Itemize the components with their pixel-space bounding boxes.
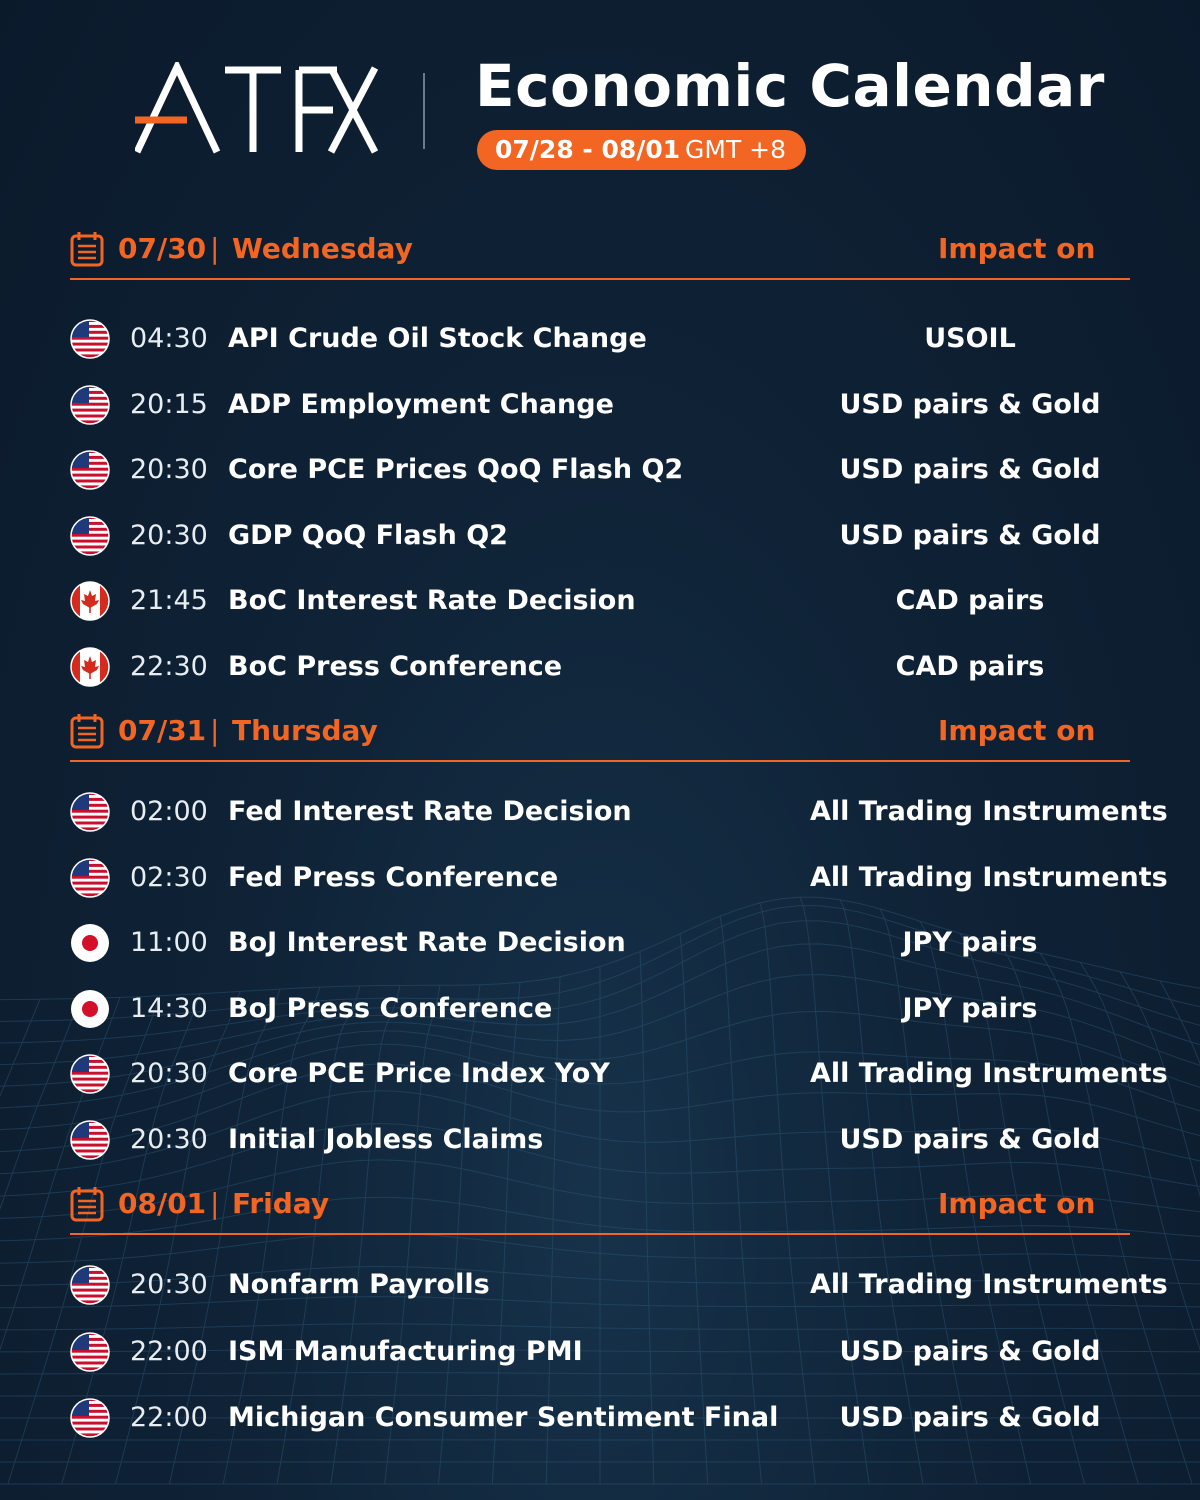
- impact-column-label: Impact on: [938, 714, 1096, 747]
- us-flag-icon: [70, 385, 110, 425]
- event-time: 20:30: [130, 519, 208, 551]
- canada-flag-icon: [70, 647, 110, 687]
- event-name: Nonfarm Payrolls: [228, 1269, 490, 1300]
- event-impact: JPY pairs: [902, 927, 1038, 959]
- atfx-logo: [135, 62, 380, 157]
- event-name: Core PCE Price Index YoY: [228, 1058, 610, 1090]
- day-header-wednesday: [70, 218, 1130, 280]
- date-range: 07/28 - 08/01: [495, 135, 681, 164]
- event-impact: USD pairs & Gold: [839, 388, 1101, 420]
- us-flag-icon: [70, 319, 110, 359]
- us-flag-icon: [70, 792, 110, 832]
- day-date: 07/30: [118, 232, 207, 265]
- us-flag-icon: [70, 1265, 110, 1305]
- event-row: [70, 380, 1132, 430]
- event-impact: USOIL: [924, 323, 1016, 354]
- day-weekday: Thursday: [232, 714, 378, 747]
- event-time: 04:30: [130, 323, 208, 354]
- event-impact: CAD pairs: [895, 651, 1045, 682]
- impact-column-label: Impact on: [938, 232, 1096, 265]
- event-name: BoC Interest Rate Decision: [228, 585, 636, 617]
- event-name: ADP Employment Change: [228, 388, 614, 420]
- event-time: 11:00: [130, 927, 208, 959]
- event-impact: USD pairs & Gold: [839, 1124, 1101, 1155]
- calendar-icon: [70, 1186, 104, 1222]
- us-flag-icon: [70, 1120, 110, 1160]
- japan-flag-icon: [70, 923, 110, 963]
- us-flag-icon: [70, 858, 110, 898]
- event-row: [70, 1115, 1132, 1165]
- event-time: 20:30: [130, 1058, 208, 1090]
- page-title: Economic Calendar: [475, 52, 1105, 120]
- day-separator: |: [210, 714, 220, 747]
- event-name: Michigan Consumer Sentiment Final: [228, 1402, 779, 1433]
- event-impact: JPY pairs: [902, 992, 1038, 1024]
- event-row: [70, 1327, 1132, 1377]
- event-name: GDP QoQ Flash Q2: [228, 519, 508, 551]
- event-row: [70, 918, 1132, 968]
- event-row: [70, 511, 1132, 561]
- event-row: [70, 642, 1132, 692]
- day-separator: |: [210, 1187, 220, 1220]
- event-row: [70, 984, 1132, 1034]
- day-separator: |: [210, 232, 220, 265]
- calendar-icon: [70, 713, 104, 749]
- event-time: 21:45: [130, 585, 208, 617]
- event-time: 02:30: [130, 861, 208, 893]
- event-name: Fed Press Conference: [228, 861, 559, 893]
- event-time: 22:00: [130, 1335, 208, 1367]
- event-name: Initial Jobless Claims: [228, 1124, 544, 1155]
- event-time: 20:30: [130, 454, 208, 486]
- day-date: 07/31: [118, 714, 207, 747]
- event-time: 20:30: [130, 1269, 208, 1300]
- us-flag-icon: [70, 450, 110, 490]
- day-header-thursday: [70, 700, 1130, 762]
- calendar-icon: [70, 231, 104, 267]
- event-row: [70, 1049, 1168, 1099]
- day-header-friday: [70, 1173, 1130, 1235]
- event-impact: All Trading Instruments: [810, 796, 1168, 827]
- event-row: [70, 853, 1168, 903]
- event-time: 14:30: [130, 992, 208, 1024]
- event-name: Core PCE Prices QoQ Flash Q2: [228, 454, 684, 486]
- logo-divider: [423, 73, 425, 149]
- event-row: [70, 1393, 1132, 1443]
- date-range-badge: [477, 130, 806, 170]
- us-flag-icon: [70, 1332, 110, 1372]
- event-name: BoJ Press Conference: [228, 992, 553, 1024]
- event-name: BoJ Interest Rate Decision: [228, 927, 626, 959]
- event-time: 20:30: [130, 1124, 208, 1155]
- event-name: ISM Manufacturing PMI: [228, 1335, 583, 1367]
- day-weekday: Friday: [232, 1187, 330, 1220]
- canada-flag-icon: [70, 581, 110, 621]
- day-weekday: Wednesday: [232, 232, 413, 265]
- event-time: 22:00: [130, 1402, 208, 1433]
- event-impact: USD pairs & Gold: [839, 454, 1101, 486]
- event-impact: All Trading Instruments: [810, 1269, 1168, 1300]
- event-time: 02:00: [130, 796, 208, 827]
- event-impact: USD pairs & Gold: [839, 1402, 1101, 1433]
- timezone: GMT +8: [685, 135, 787, 164]
- event-impact: CAD pairs: [895, 585, 1045, 617]
- event-name: BoC Press Conference: [228, 651, 563, 682]
- us-flag-icon: [70, 1054, 110, 1094]
- event-name: Fed Interest Rate Decision: [228, 796, 632, 827]
- japan-flag-icon: [70, 989, 110, 1029]
- event-impact: USD pairs & Gold: [839, 1335, 1101, 1367]
- us-flag-icon: [70, 516, 110, 556]
- event-row: [70, 1260, 1168, 1310]
- header: [0, 0, 1200, 200]
- event-row: [70, 445, 1132, 495]
- impact-column-label: Impact on: [938, 1187, 1096, 1220]
- event-name: API Crude Oil Stock Change: [228, 323, 647, 354]
- us-flag-icon: [70, 1398, 110, 1438]
- event-impact: All Trading Instruments: [810, 861, 1168, 893]
- event-row: [70, 787, 1168, 837]
- event-impact: All Trading Instruments: [810, 1058, 1168, 1090]
- event-time: 22:30: [130, 651, 208, 682]
- event-time: 20:15: [130, 388, 208, 420]
- event-row: [70, 314, 1132, 364]
- event-impact: USD pairs & Gold: [839, 519, 1101, 551]
- day-date: 08/01: [118, 1187, 207, 1220]
- event-row: [70, 576, 1132, 626]
